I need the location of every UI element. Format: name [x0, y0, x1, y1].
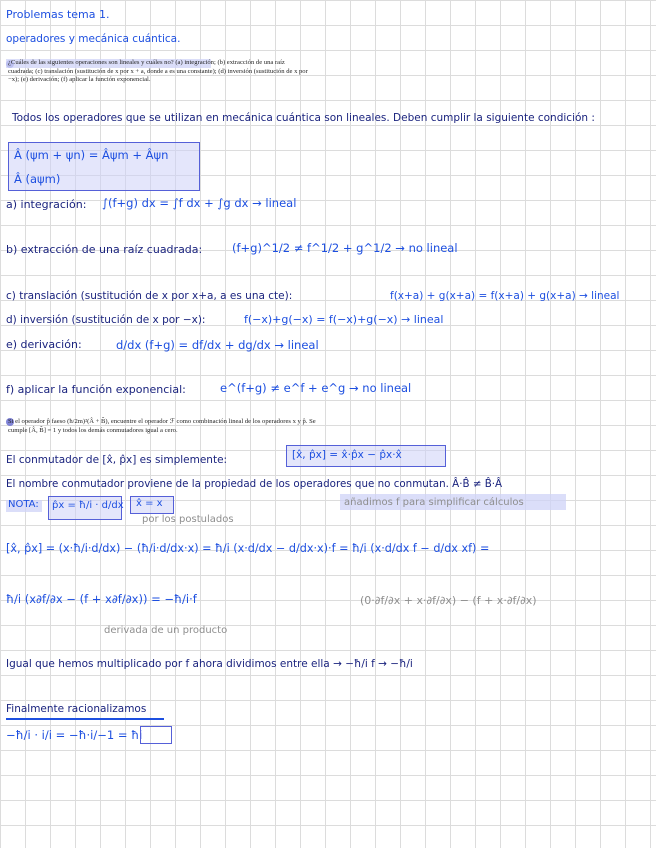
linearity-condition-sum: Â (ψm + ψn) = Âψm + Âψn — [14, 148, 169, 162]
final-title: Finalmente racionalizamos — [6, 703, 147, 715]
position-operator: x̂ = x — [136, 498, 163, 509]
page-title: Problemas tema 1. — [6, 8, 110, 21]
item-d-label: d) inversión (sustitución de x por −x): — [6, 314, 206, 326]
nota-label: NOTA: — [8, 499, 39, 510]
linearity-condition-scalar: Â (aψm) — [14, 172, 61, 186]
problem-2-statement: Si el operador p̂ faeso (ħ/2m)²(Â + B̂), encuentre el operador ℱ como combinación lineal de los operadores x y p̂. Se cumple [Â, B̂] = 1 y todos los demás conmutadores igual a cero. — [8, 418, 316, 434]
grey-product-rule: (0·∂f/∂x + x·∂f/∂x) − (f + x·∂f/∂x) — [360, 594, 537, 607]
problem-1-statement: ¿Cuáles de las siguientes operaciones son lineales y cuáles no? (a) integración; (b) extracción de una raíz cuadrada; (c) translación (sustitución de x por x + a, donde a es una constante); (d) inversión (sustitución de x por −x); (e) derivación; (f) aplicar la función exponencial. — [8, 59, 308, 83]
item-a-label: a) integración: — [6, 198, 87, 211]
commutator-line: El conmutador de [x̂, p̂x] es simplemente: — [6, 454, 228, 466]
momentum-operator: p̂x = ħ/i · d/dx — [52, 500, 124, 511]
item-a-expression: ∫(f+g) dx = ∫f dx + ∫g dx → lineal — [102, 196, 297, 210]
page-subtitle: operadores y mecánica cuántica. — [6, 33, 181, 45]
problem-1-intro: Todos los operadores que se utilizan en mecánica cuántica son lineales. Deben cumplir la siguiente condición : — [12, 112, 595, 124]
item-c-label: c) translación (sustitución de x por x+a, a es una cte): — [6, 290, 293, 302]
commutator-derivation-1: [x̂, p̂x] = (x·ħ/i·d/dx) − (ħ/i·d/dx·x) = ħ/i (x·d/dx − d/dx·x)·f = ħ/i (x·d/dx f − d/dx xf) = — [6, 542, 490, 555]
final-expression: −ħ/i · i/i = −ħ·i/−1 = ħi — [6, 728, 143, 742]
item-f-expression: e^(f+g) ≠ e^f + e^g → no lineal — [220, 381, 412, 395]
grey-note-product-derivative: derivada de un producto — [104, 625, 228, 636]
final-title-underline — [6, 718, 164, 720]
commutator-derivation-2: ħ/i (x∂f/∂x − (f + x∂f/∂x)) = −ħ/i·f — [6, 592, 197, 606]
final-answer-box — [140, 726, 172, 744]
item-c-expression: f(x+a) + g(x+a) = f(x+a) + g(x+a) → lineal — [390, 290, 620, 302]
item-e-expression: d/dx (f+g) = df/dx + dg/dx → lineal — [116, 338, 319, 352]
item-e-label: e) derivación: — [6, 338, 82, 351]
commutator-definition: [x̂, p̂x] = x̂·p̂x − p̂x·x̂ — [292, 449, 402, 461]
grey-note-simplify: añadimos f para simplificar cálculos — [344, 497, 524, 508]
item-d-expression: f(−x)+g(−x) = f(−x)+g(−x) → lineal — [244, 313, 444, 326]
item-f-label: f) aplicar la función exponencial: — [6, 383, 186, 396]
division-explanation: Igual que hemos multiplicado por f ahora dividimos entre ella → −ħ/i f → −ħ/i — [6, 658, 413, 670]
commutator-explanation: El nombre conmutador proviene de la propiedad de los operadores que no conmutan. Â·B̂ ≠ B̂·Â — [6, 478, 503, 490]
grey-note-postulates: por los postulados — [142, 514, 234, 525]
item-b-expression: (f+g)^1/2 ≠ f^1/2 + g^1/2 → no lineal — [232, 241, 458, 255]
item-b-label: b) extracción de una raíz cuadrada: — [6, 243, 203, 256]
